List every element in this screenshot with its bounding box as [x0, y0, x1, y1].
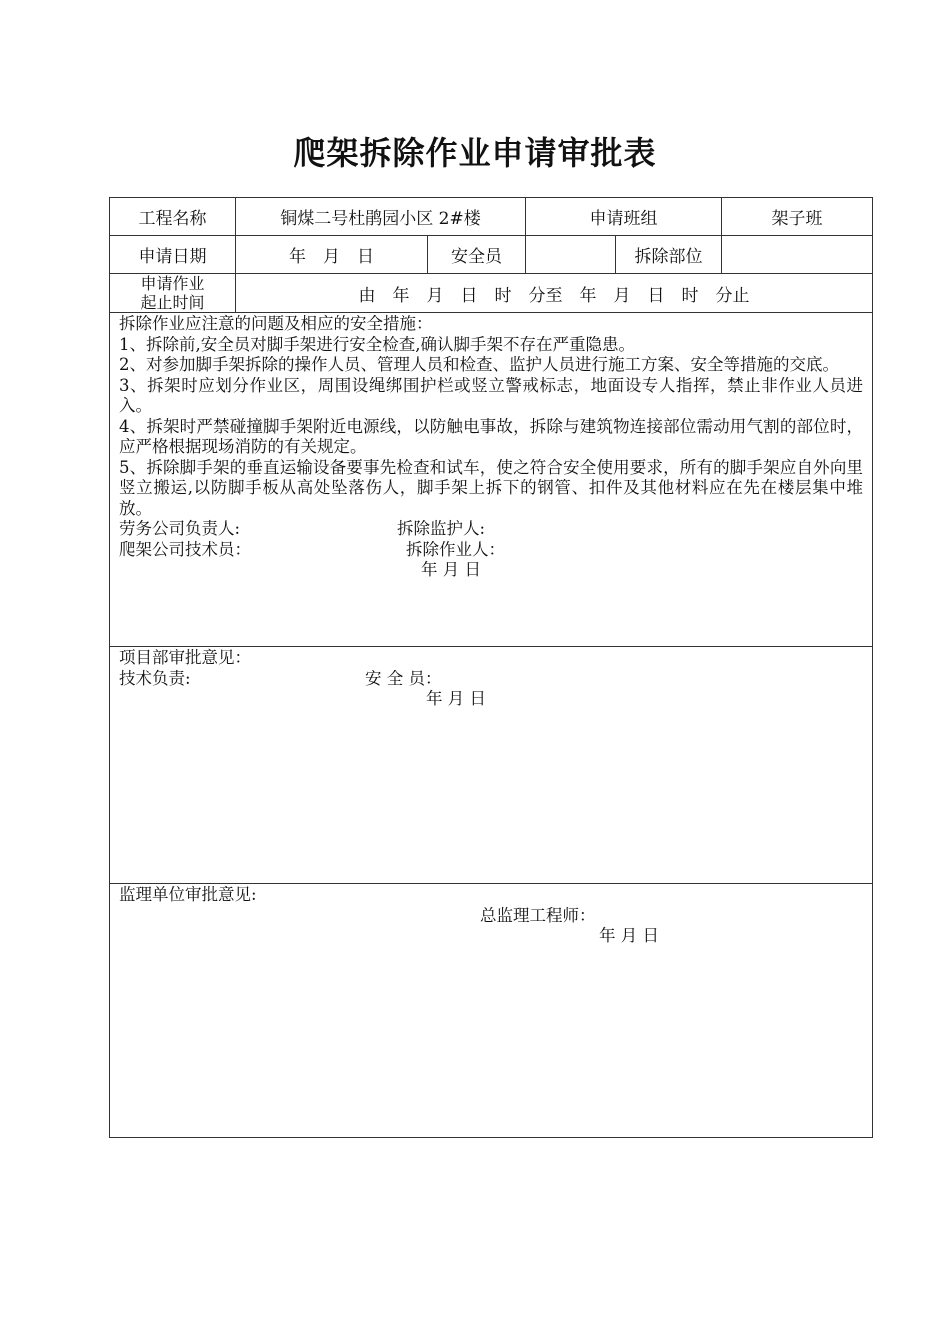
form-row-date — [110, 236, 873, 274]
worker-label: 拆除作业人： — [406, 539, 505, 559]
work-time-label-line1: 申请作业 — [140, 274, 205, 293]
apply-date-label: 申请日期 — [110, 236, 236, 274]
approval-form-table — [109, 197, 873, 1138]
labor-leader-label: 劳务公司负责人: — [119, 519, 241, 538]
form-row-project-dept — [110, 647, 873, 884]
signature-line-3 — [119, 560, 863, 581]
supervision-sign-line — [119, 906, 863, 927]
form-row-project — [110, 198, 873, 236]
form-row-supervision — [110, 884, 873, 1138]
team-label: 申请班组 — [526, 198, 722, 236]
supervision-opinion-cell[interactable] — [110, 884, 873, 1138]
supervision-heading: 监理单位审批意见: — [119, 885, 257, 904]
page-title: 爬架拆除作业申请审批表 — [293, 134, 657, 172]
supervisor-label: 拆除监护人: — [397, 519, 486, 538]
supervision-date-line — [119, 926, 863, 947]
measure-item-4: 4、拆架时严禁碰撞脚手架附近电源线，以防触电事故，拆除与建筑物连接部位需动用气割的部位时，应严格根据现场消防的有关规定。 — [119, 416, 863, 456]
safety-officer-sign-label: 安 全 员： — [365, 668, 442, 688]
form-row-time — [110, 274, 873, 313]
project-dept-date-line — [119, 689, 863, 710]
measures-heading: 拆除作业应注意的问题及相应的安全措施： — [119, 314, 433, 333]
tech-lead-label: 技术负责: — [119, 668, 191, 688]
signature-line-2 — [119, 540, 863, 561]
project-dept-opinion-cell[interactable] — [110, 647, 873, 884]
signature-line-1 — [119, 519, 863, 540]
project-name-label: 工程名称 — [110, 198, 236, 236]
safety-measures-cell[interactable] — [110, 313, 873, 647]
measure-item-5: 5、拆除脚手架的垂直运输设备要事先检查和试车，使之符合安全使用要求，所有的脚手架应自外向里竖立搬运,以防脚手板从高处坠落伤人，脚手架上拆下的钢管、扣件及其他材料应在先在楼层集中堆放。 — [119, 457, 863, 518]
project-dept-date: 年 月 日 — [426, 689, 486, 708]
measure-item-3: 3、拆架时应划分作业区，周围设绳绑围护栏或竖立警戒标志，地面设专人指挥，禁止非作业人员进入。 — [119, 375, 863, 415]
chief-engineer-label: 总监理工程师： — [480, 905, 596, 925]
removal-part-label: 拆除部位 — [616, 236, 722, 274]
apply-date-value[interactable]: 年 月 日 — [236, 236, 428, 274]
safety-officer-label: 安全员 — [428, 236, 526, 274]
supervision-date: 年 月 日 — [599, 926, 659, 945]
measures-date: 年 月 日 — [421, 560, 481, 579]
project-dept-heading: 项目部审批意见： — [119, 648, 251, 667]
team-value[interactable]: 架子班 — [722, 198, 873, 236]
project-name-value[interactable]: 铜煤二号杜鹃园小区 2#楼 — [236, 198, 526, 236]
work-time-label — [110, 274, 236, 313]
measure-item-1: 1、拆除前,安全员对脚手架进行安全检查,确认脚手架不存在严重隐患。 — [119, 334, 635, 354]
form-row-measures — [110, 313, 873, 647]
safety-officer-value[interactable] — [526, 236, 616, 274]
work-time-value[interactable]: 由 年 月 日 时 分至 年 月 日 时 分止 — [236, 274, 873, 313]
removal-part-value[interactable] — [722, 236, 873, 274]
tech-staff-label: 爬架公司技术员： — [119, 539, 251, 559]
work-time-label-line2: 起止时间 — [140, 293, 205, 312]
project-dept-sign-line — [119, 669, 863, 690]
measure-item-2: 2、对参加脚手架拆除的操作人员、管理人员和检查、监护人员进行施工方案、安全等措施的交底。 — [119, 355, 839, 374]
